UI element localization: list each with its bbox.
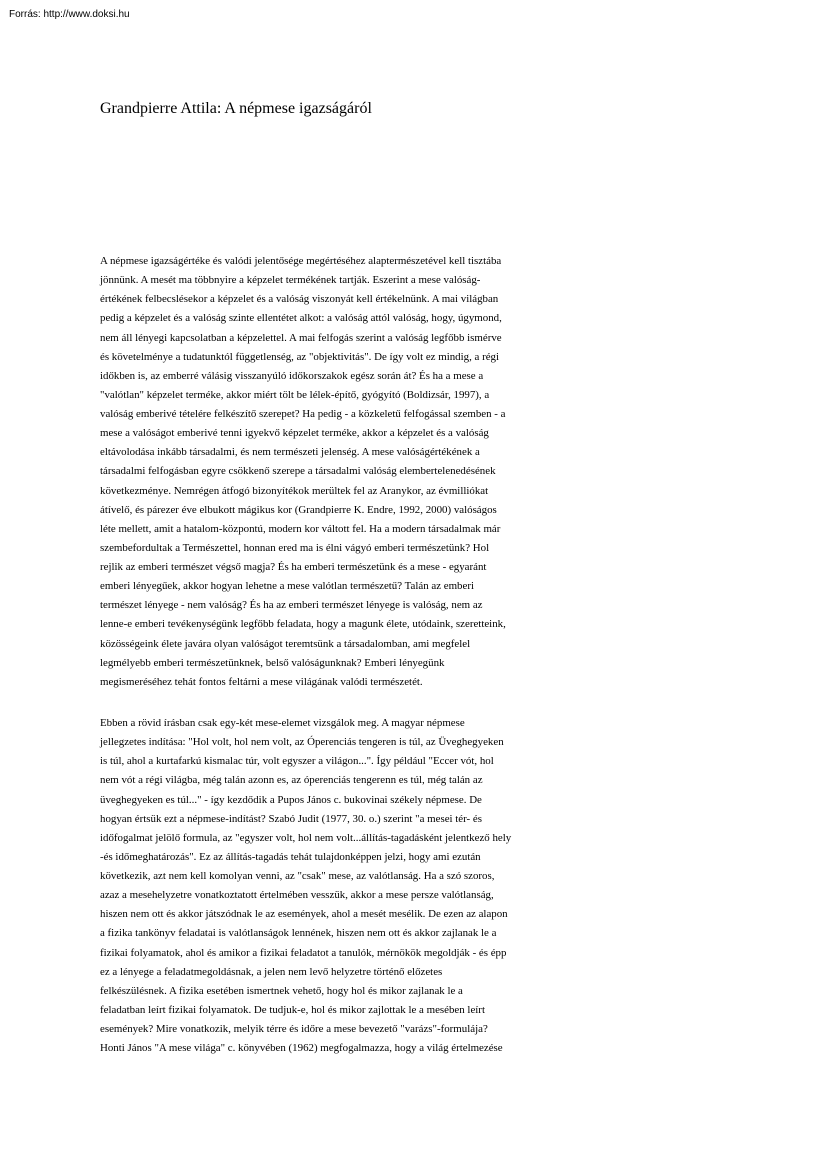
text-line: is túl, ahol a kurtafarkú kismalac túr, volt egyszer a világon...". Így például "Eccer vót, hol [100, 755, 494, 768]
text-line: felkészülésnek. A fizika esetében ismertnek vehető, hogy hol és mikor zajlanak le a [100, 984, 463, 997]
text-line: események? Mire vonatkozik, melyik térre és időre a mese bevezető "varázs"-formulája? [100, 1023, 488, 1035]
text-line: lenne-e emberi tevékenységünk legfőbb feladata, hogy a magunk élete, utódaink, szeretteink, [100, 618, 506, 631]
text-line: nem vót a régi világba, még talán azonn es, az óperenciás tengerenn es túl, még talán az [100, 774, 483, 787]
text-line: pedig a képzelet és a valóság szinte ellentétet alkot: a valóság attól valóság, hogy, úgymond, [100, 312, 502, 325]
text-line: szembefordultak a Természettel, honnan ered ma is élni vágyó emberi természetünk? Hol [100, 541, 490, 554]
text-line: közösségeink élete javára olyan valóságot teremtsünk a társadalomban, ami megfelel [100, 637, 471, 650]
text-line: és követelménye a tudatunktól függetlenség, az "objektivitás". De így volt ez mindig, a régi [100, 350, 500, 363]
text-line: értékének felbecslésekor a képzelet és a valóság viszonyát kell értékelnünk. A mai világban [100, 293, 499, 306]
text-line: megismeréséhez tehát fontos feltárni a mese világának valódi természetét. [100, 675, 423, 688]
text-line: ez a lényege a feladatmegoldásnak, a jelen nem levő helyzetre történő előzetes [100, 965, 443, 978]
source-note: Forrás: http://www.doksi.hu [9, 9, 130, 20]
text-line: hiszen nem ott és akkor játszódnak le az események, ahol a mesét mesélik. De ezen az alapon [100, 908, 508, 921]
text-line: következik, azt nem kell komolyan venni, az "csak" mese, az valótlanság. Ha a szó szoros, [100, 870, 495, 882]
document-title: Grandpierre Attila: A népmese igazságáról [100, 100, 372, 117]
text-line: fizikai folyamatok, ahol és amikor a fizikai feladatot a tanulók, mérnökök megoldják - és épp [100, 946, 507, 959]
text-line: időkben is, az emberré válásig visszanyúló időkorszakok egész során át? És ha a mese a [100, 369, 484, 382]
text-line: -és időmeghatározás". Ez az állítás-tagadás tehát tulajdonképpen jelzi, hogy ami ezután [100, 850, 481, 863]
text-line: "valótlan" képzelet terméke, akkor miért tölt be lélek-építő, gyógyító (Boldizsár, 1997), a [100, 388, 490, 401]
text-line: valóság emberivé tételére felkészítő szerepet? Ha pedig - a közkeletű felfogással szemben - a [100, 408, 506, 420]
text-line: nem áll lényegi kapcsolatban a képzelettel. A mai felfogás szerint a valóság legfőbb ismérve [100, 331, 502, 344]
text-line: rejlik az emberi természet végső magja? És ha emberi természetünk és a mese - egyaránt [100, 561, 487, 573]
text-line: a fizika tankönyv feladatai is valótlanságok lennének, hiszen nem ott és akkor zajlanak le a [100, 927, 497, 940]
text-line: mese a valóságot emberivé tenni igyekvő képzelet terméke, akkor a képzelet és a valóság [100, 427, 489, 440]
text-line: üveghegyeken es túl..." - így kezdődik a Pupos János c. bukovinai székely népmese. De [100, 793, 482, 806]
text-line: legmélyebb emberi természetünknek, belső valóságunknak? Emberi lényegünk [100, 656, 445, 669]
text-line: azaz a mesehelyzetre vonatkoztatott értelmében vesszük, akkor a mese persze valótlanság, [100, 889, 494, 902]
text-line: léte mellett, amit a hatalom-központú, modern kor váltott fel. Ha a modern társadalmak már [100, 522, 501, 535]
text-line: társadalmi felfogásban egyre csökkenő szerepe a társadalmi valóság elembertelenedésének [100, 465, 496, 478]
text-line: hogyan értsük ezt a népmese-indítást? Szabó Judit (1977, 30. o.) szerint "a mesei tér- és [100, 812, 482, 825]
text-line: eltávolodása inkább társadalmi, és nem természeti jelenség. A mese valóságértékének a [100, 446, 480, 459]
text-line: feladatban leírt fizikai folyamatok. De tudjuk-e, hol és mikor zajlottak le a mesében leírt [100, 1003, 485, 1016]
paragraph-2 [100, 714, 750, 1058]
paragraph-1 [100, 252, 750, 692]
text-line: átívelő, és párezer éve elbukott mágikus kor (Grandpierre K. Endre, 1992, 2000) valóságos [100, 503, 497, 516]
text-line: természet lényege - nem valóság? És ha az emberi természet lényege is valóság, nem az [100, 599, 483, 612]
text-line: jellegzetes indítása: "Hol volt, hol nem volt, az Óperenciás tengeren is túl, az Üveghegyeken [100, 736, 504, 749]
text-line: jönnünk. A mesét ma többnyire a képzelet termékének tartják. Eszerint a mese valóság- [100, 274, 481, 287]
text-line: következménye. Nemrégen átfogó bizonyítékok merültek fel az Aranykor, az évmilliókat [100, 484, 489, 497]
text-line: A népmese igazságértéke és valódi jelentősége megértéséhez alaptermészetével kell tisztába [100, 255, 502, 267]
text-line: Honti János "A mese világa" c. könyvében (1962) megfogalmazza, hogy a világ értelmezése [100, 1042, 503, 1055]
text-line: emberi lényegűek, akkor hogyan lehetne a mese valótlan természetű? Talán az emberi [100, 580, 474, 593]
text-line: időfogalmat jelölő formula, az "egyszer volt, hol nem volt...állítás-tagadásként jelentkező hely [100, 831, 512, 844]
text-line: Ebben a rövid írásban csak egy-két mese-elemet vizsgálok meg. A magyar népmese [100, 717, 465, 729]
